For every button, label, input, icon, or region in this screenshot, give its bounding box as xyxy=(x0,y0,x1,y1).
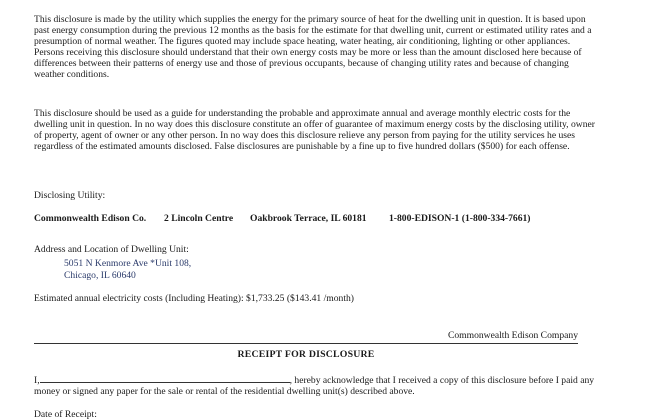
divider xyxy=(34,343,578,344)
utility-name: Commonwealth Edison Co. xyxy=(34,213,147,224)
receipt-prefix: I, xyxy=(34,375,40,386)
disclosure-paragraph-1: This disclosure is made by the utility which supplies the energy for the primary source of heat for the dwelling unit in question. It is based upon past energy consumption during the previous 12 months as the basis for the estimate for that dwelling unit, current or estimated utility rates and a presumption of normal weather. The figures quoted may include space heating, water heating, air conditioning, lighting or other appliances. Persons receiving this disclosure should understand that their own energy costs may be more or less than the amount disclosed here because of differences between their patterns of energy use and those of previous occupants, because of changing utility rates and because of changing weather conditions. xyxy=(34,14,592,81)
receipt-statement xyxy=(34,374,596,397)
utility-phone: 1-800-EDISON-1 (1-800-334-7661) xyxy=(389,213,531,224)
date-of-receipt-label: Date of Receipt: xyxy=(34,409,97,420)
disclosure-paragraph-2: This disclosure should be used as a guide for understanding the probable and approximate annual and average monthly electric costs for the dwelling unit in question. In no way does this disclosure constitute an offer of guarantee of maximum energy costs by the disclosing utility, owner of property, agent of owner or any other person. In no way does this disclosure relieve any person from paying for the utility services he uses regardless of the estimated amounts disclosed. False disclosures are punishable by a fine up to five hundred dollars ($500) for each offense. xyxy=(34,108,595,153)
dwelling-address-line1: 5051 N Kenmore Ave *Unit 108, xyxy=(64,258,192,269)
company-signature: Commonwealth Edison Company xyxy=(447,330,578,341)
utility-city: Oakbrook Terrace, IL 60181 xyxy=(250,213,367,224)
disclosing-utility-label: Disclosing Utility: xyxy=(34,190,106,201)
dwelling-address-label: Address and Location of Dwelling Unit: xyxy=(34,244,189,255)
utility-street: 2 Lincoln Centre xyxy=(164,213,234,224)
estimated-cost: Estimated annual electricity costs (Including Heating): $1,733.25 ($143.41 /month) xyxy=(34,293,354,304)
receipt-title: RECEIPT FOR DISCLOSURE xyxy=(237,349,375,360)
recipient-name-blank[interactable] xyxy=(40,374,290,383)
receipt-body: , hereby acknowledge that I received a copy of this disclosure before I paid any money or signed any paper for the sale or rental of the residential dwelling unit(s) described above. xyxy=(34,375,595,398)
dwelling-address-line2: Chicago, IL 60640 xyxy=(64,270,136,281)
